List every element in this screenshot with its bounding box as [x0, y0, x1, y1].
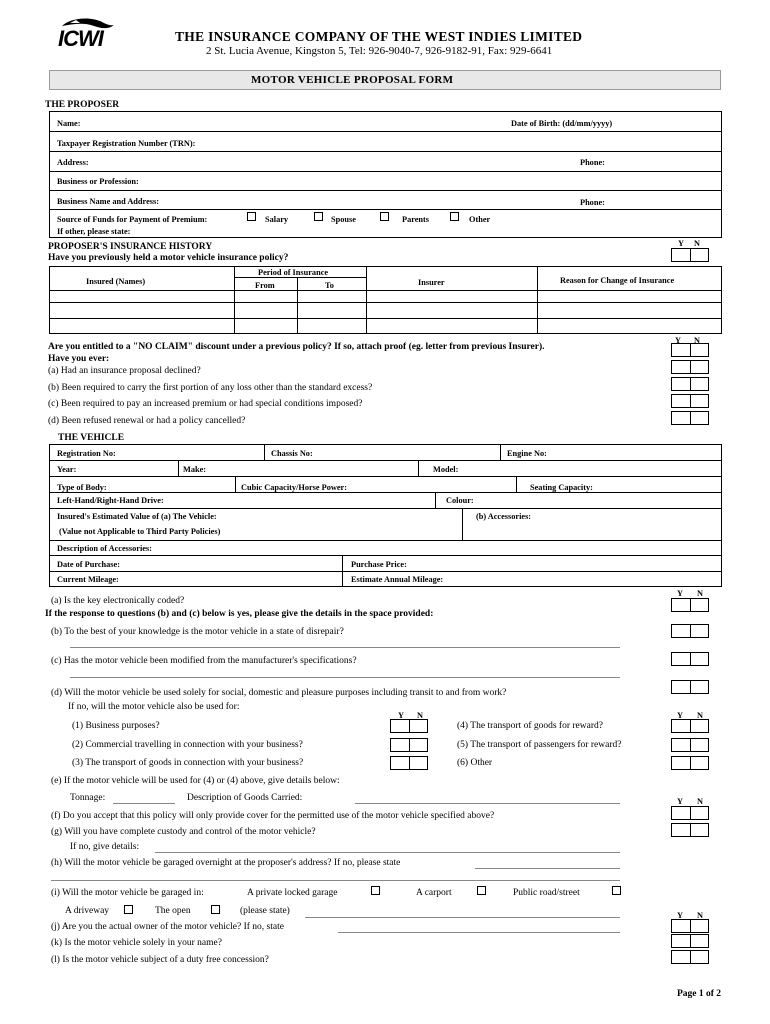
trn-field[interactable]: Taxpayer Registration Number (TRN): — [57, 139, 196, 148]
use-3: (3) The transport of goods in connection with your business? — [72, 758, 304, 768]
question-a: (a) Is the key electronically coded? — [51, 596, 185, 606]
claim-c-yn[interactable] — [671, 394, 709, 408]
claim-a-yn[interactable] — [671, 360, 709, 374]
use-4: (4) The transport of goods for reward? — [457, 721, 603, 731]
goods-field[interactable]: Description of Goods Carried: — [187, 793, 303, 803]
garage-driveway: A driveway — [65, 906, 110, 916]
business-field[interactable]: Business or Profession: — [57, 177, 139, 186]
form-title: MOTOR VEHICLE PROPOSAL FORM — [251, 74, 454, 86]
question-f: (f) Do you accept that this policy will only provide cover for the permitted use of the motor vehicle specified above? — [51, 811, 495, 821]
question-c-yn[interactable] — [671, 652, 709, 666]
question-g: (g) Will you have complete custody and control of the motor vehicle? — [51, 827, 316, 837]
colour-field[interactable]: Colour: — [446, 496, 474, 505]
question-k-yn[interactable] — [671, 934, 709, 948]
business-name-field[interactable]: Business Name and Address: — [57, 197, 159, 206]
question-c: (c) Has the motor vehicle been modified from the manufacturer's specifications? — [51, 656, 357, 666]
registration-field[interactable]: Registration No: — [57, 449, 116, 458]
usage-n-1: N — [697, 589, 703, 598]
dob-field[interactable]: Date of Birth: (dd/mm/yyyy) — [511, 119, 613, 128]
use-5-yn[interactable] — [671, 738, 709, 752]
garage-private: A private locked garage — [247, 888, 338, 898]
use-6-yn[interactable] — [671, 756, 709, 770]
accessories-value-field[interactable]: (b) Accessories: — [476, 512, 532, 521]
garage-carport: A carport — [416, 888, 452, 898]
use-1: (1) Business purposes? — [72, 721, 160, 731]
model-field[interactable]: Model: — [433, 465, 459, 474]
col-insured: Insured (Names) — [86, 277, 146, 286]
no-claim-question: Are you entitled to a "NO CLAIM" discount under a previous policy? If so, attach proof (eg. letter from previous Insurer). — [48, 342, 545, 352]
claim-item-d: (d) Been refused renewal or had a policy cancelled? — [48, 416, 246, 426]
usage-note: If the response to questions (b) and (c) below is yes, please give the details in the space provided: — [45, 609, 434, 619]
history-n: N — [694, 239, 700, 248]
mileage-field[interactable]: Current Mileage: — [57, 575, 119, 584]
question-b: (b) To the best of your knowledge is the motor vehicle in a state of disrepair? — [51, 627, 344, 637]
annual-mileage-field[interactable]: Estimate Annual Mileage: — [351, 575, 444, 584]
make-field[interactable]: Make: — [183, 465, 207, 474]
garage-private-checkbox[interactable] — [371, 886, 380, 895]
question-d: (d) Will the motor vehicle be used solely for social, domestic and pleasure purposes including transit to and from work? — [51, 688, 507, 698]
claim-item-c: (c) Been required to pay an increased premium or had special conditions imposed? — [48, 399, 363, 409]
usage-n-5: N — [697, 911, 703, 920]
drive-field[interactable]: Left-Hand/Right-Hand Drive: — [57, 496, 164, 505]
usage-y-4: Y — [677, 797, 683, 806]
other-label: Other — [469, 215, 491, 224]
col-reason: Reason for Change of Insurance — [560, 276, 675, 285]
proposer-heading: THE PROPOSER — [45, 100, 120, 110]
history-yn-boxes[interactable] — [671, 248, 709, 262]
spouse-checkbox[interactable] — [314, 212, 323, 221]
history-heading: PROPOSER'S INSURANCE HISTORY — [48, 242, 213, 252]
parents-checkbox[interactable] — [380, 212, 389, 221]
company-logo — [56, 16, 120, 50]
garage-road: Public road/street — [513, 888, 580, 898]
use-5: (5) The transport of passengers for reward? — [457, 740, 622, 750]
col-insurer: Insurer — [418, 278, 445, 287]
claims-y: Y — [675, 336, 681, 345]
company-name: THE INSURANCE COMPANY OF THE WEST INDIES LIMITED — [175, 29, 583, 44]
use-2-yn[interactable] — [390, 738, 428, 752]
claim-item-b: (b) Been required to carry the first portion of any loss other than the standard excess? — [48, 383, 373, 393]
vehicle-heading: THE VEHICLE — [58, 433, 125, 443]
insured-value-field[interactable]: Insured's Estimated Value of (a) The Vehicle: — [57, 512, 217, 521]
address-field[interactable]: Address: — [57, 158, 89, 167]
name-field[interactable]: Name: — [57, 119, 81, 128]
question-h: (h) Will the motor vehicle be garaged overnight at the proposer's address? If no, please state — [51, 858, 401, 868]
chassis-field[interactable]: Chassis No: — [271, 449, 313, 458]
purchase-price-field[interactable]: Purchase Price: — [351, 560, 407, 569]
have-you-ever: Have you ever: — [48, 354, 110, 364]
question-f-yn[interactable] — [671, 806, 709, 820]
question-l: (l) Is the motor vehicle subject of a duty free concession? — [51, 955, 269, 965]
claim-item-a: (a) Had an insurance proposal declined? — [48, 366, 201, 376]
garage-open: The open — [155, 906, 191, 916]
usage-y-3: Y — [677, 711, 683, 720]
question-b-yn[interactable] — [671, 624, 709, 638]
use-2: (2) Commercial travelling in connection with your business? — [72, 740, 303, 750]
usage-y-2: Y — [398, 711, 404, 720]
claim-b-yn[interactable] — [671, 377, 709, 391]
year-field[interactable]: Year: — [57, 465, 77, 474]
garage-carport-checkbox[interactable] — [477, 886, 486, 895]
if-other-field[interactable]: If other, please state: — [57, 227, 131, 236]
use-6: (6) Other — [457, 758, 493, 768]
col-period: Period of Insurance — [258, 268, 329, 277]
spouse-label: Spouse — [331, 215, 356, 224]
question-g-sub[interactable]: If no, give details: — [70, 842, 140, 852]
claim-d-yn[interactable] — [671, 411, 709, 425]
question-k: (k) Is the motor vehicle solely in your name? — [51, 938, 222, 948]
tonnage-field[interactable]: Tonnage: — [70, 793, 106, 803]
cc-field[interactable]: Cubic Capacity/Horse Power: — [241, 483, 347, 492]
business-phone-field[interactable]: Phone: — [580, 198, 605, 207]
date-purchase-field[interactable]: Date of Purchase: — [57, 560, 120, 569]
question-d-sub: If no, will the motor vehicle also be used for: — [68, 702, 240, 712]
col-from: From — [255, 281, 275, 290]
logo-text: ICWI — [58, 26, 103, 51]
usage-n-2: N — [417, 711, 423, 720]
question-l-yn[interactable] — [671, 950, 709, 964]
question-a-yn[interactable] — [671, 598, 709, 612]
no-claim-yn[interactable] — [671, 343, 709, 357]
usage-n-4: N — [697, 797, 703, 806]
page-number: Page 1 of 2 — [677, 989, 722, 999]
parents-label: Parents — [402, 215, 430, 224]
question-d-yn[interactable] — [671, 680, 709, 694]
salary-label: Salary — [265, 215, 289, 224]
phone-field[interactable]: Phone: — [580, 158, 605, 167]
usage-n-3: N — [697, 711, 703, 720]
garage-road-checkbox[interactable] — [612, 886, 621, 895]
claims-n: N — [694, 336, 700, 345]
question-j-yn[interactable] — [671, 919, 709, 933]
seating-field[interactable]: Seating Capacity: — [530, 483, 593, 492]
engine-field[interactable]: Engine No: — [507, 449, 547, 458]
source-funds-label: Source of Funds for Payment of Premium: — [57, 215, 208, 224]
body-field[interactable]: Type of Body: — [57, 483, 107, 492]
question-i: (i) Will the motor vehicle be garaged in: — [51, 888, 204, 898]
use-4-yn[interactable] — [671, 719, 709, 733]
usage-y-5: Y — [677, 911, 683, 920]
history-y: Y — [678, 239, 684, 248]
question-j: (j) Are you the actual owner of the motor vehicle? If no, state — [51, 922, 284, 932]
history-question: Have you previously held a motor vehicle insurance policy? — [48, 253, 289, 263]
question-g-yn[interactable] — [671, 823, 709, 837]
desc-accessories-field[interactable]: Description of Accessories: — [57, 544, 152, 553]
use-3-yn[interactable] — [390, 756, 428, 770]
company-address: 2 St. Lucia Avenue, Kingston 5, Tel: 926-9040-7, 926-9182-91, Fax: 929-6641 — [206, 45, 553, 57]
col-to: To — [325, 281, 334, 290]
salary-checkbox[interactable] — [247, 212, 256, 221]
question-e: (e) If the motor vehicle will be used for (4) or (4) above, give details below: — [51, 776, 340, 786]
not-applicable-note: (Value not Applicable to Third Party Policies) — [59, 527, 221, 536]
garage-please-state[interactable]: (please state) — [240, 906, 290, 916]
garage-driveway-checkbox[interactable] — [124, 905, 133, 914]
usage-y-1: Y — [677, 589, 683, 598]
garage-open-checkbox[interactable] — [211, 905, 220, 914]
use-1-yn[interactable] — [390, 719, 428, 733]
other-checkbox[interactable] — [450, 212, 459, 221]
